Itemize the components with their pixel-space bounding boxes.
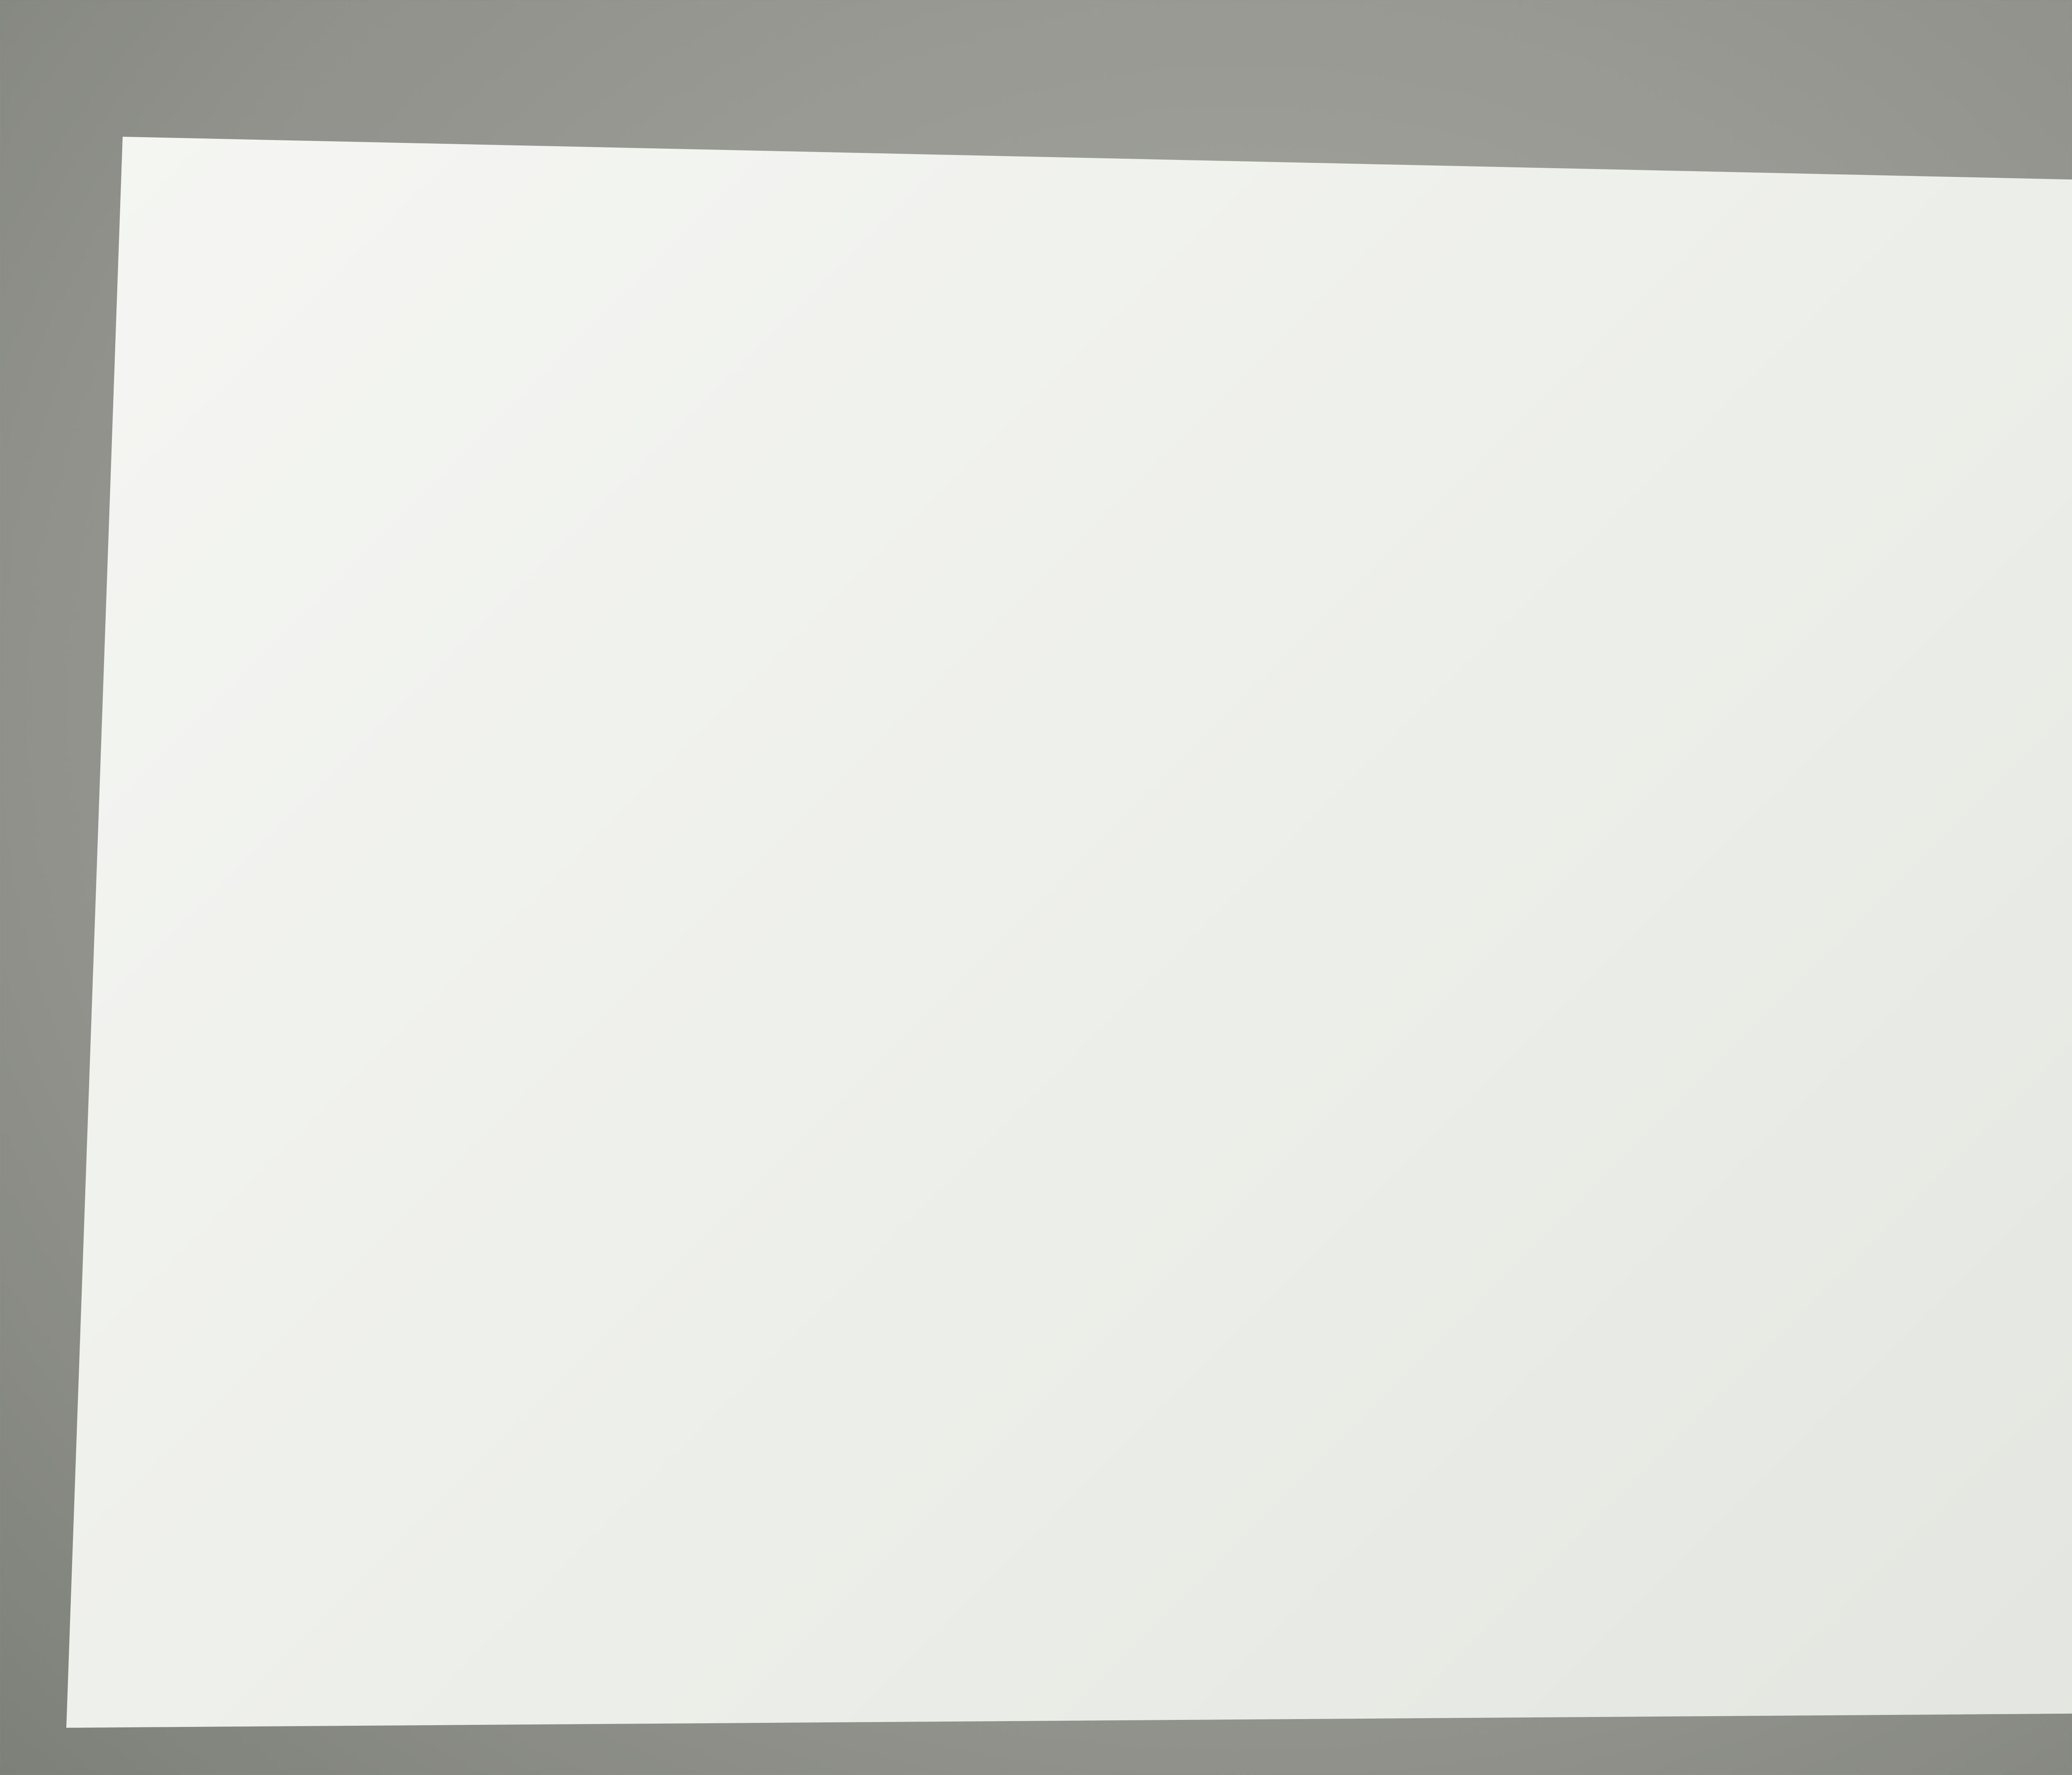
paper-sheet xyxy=(66,137,2072,1728)
